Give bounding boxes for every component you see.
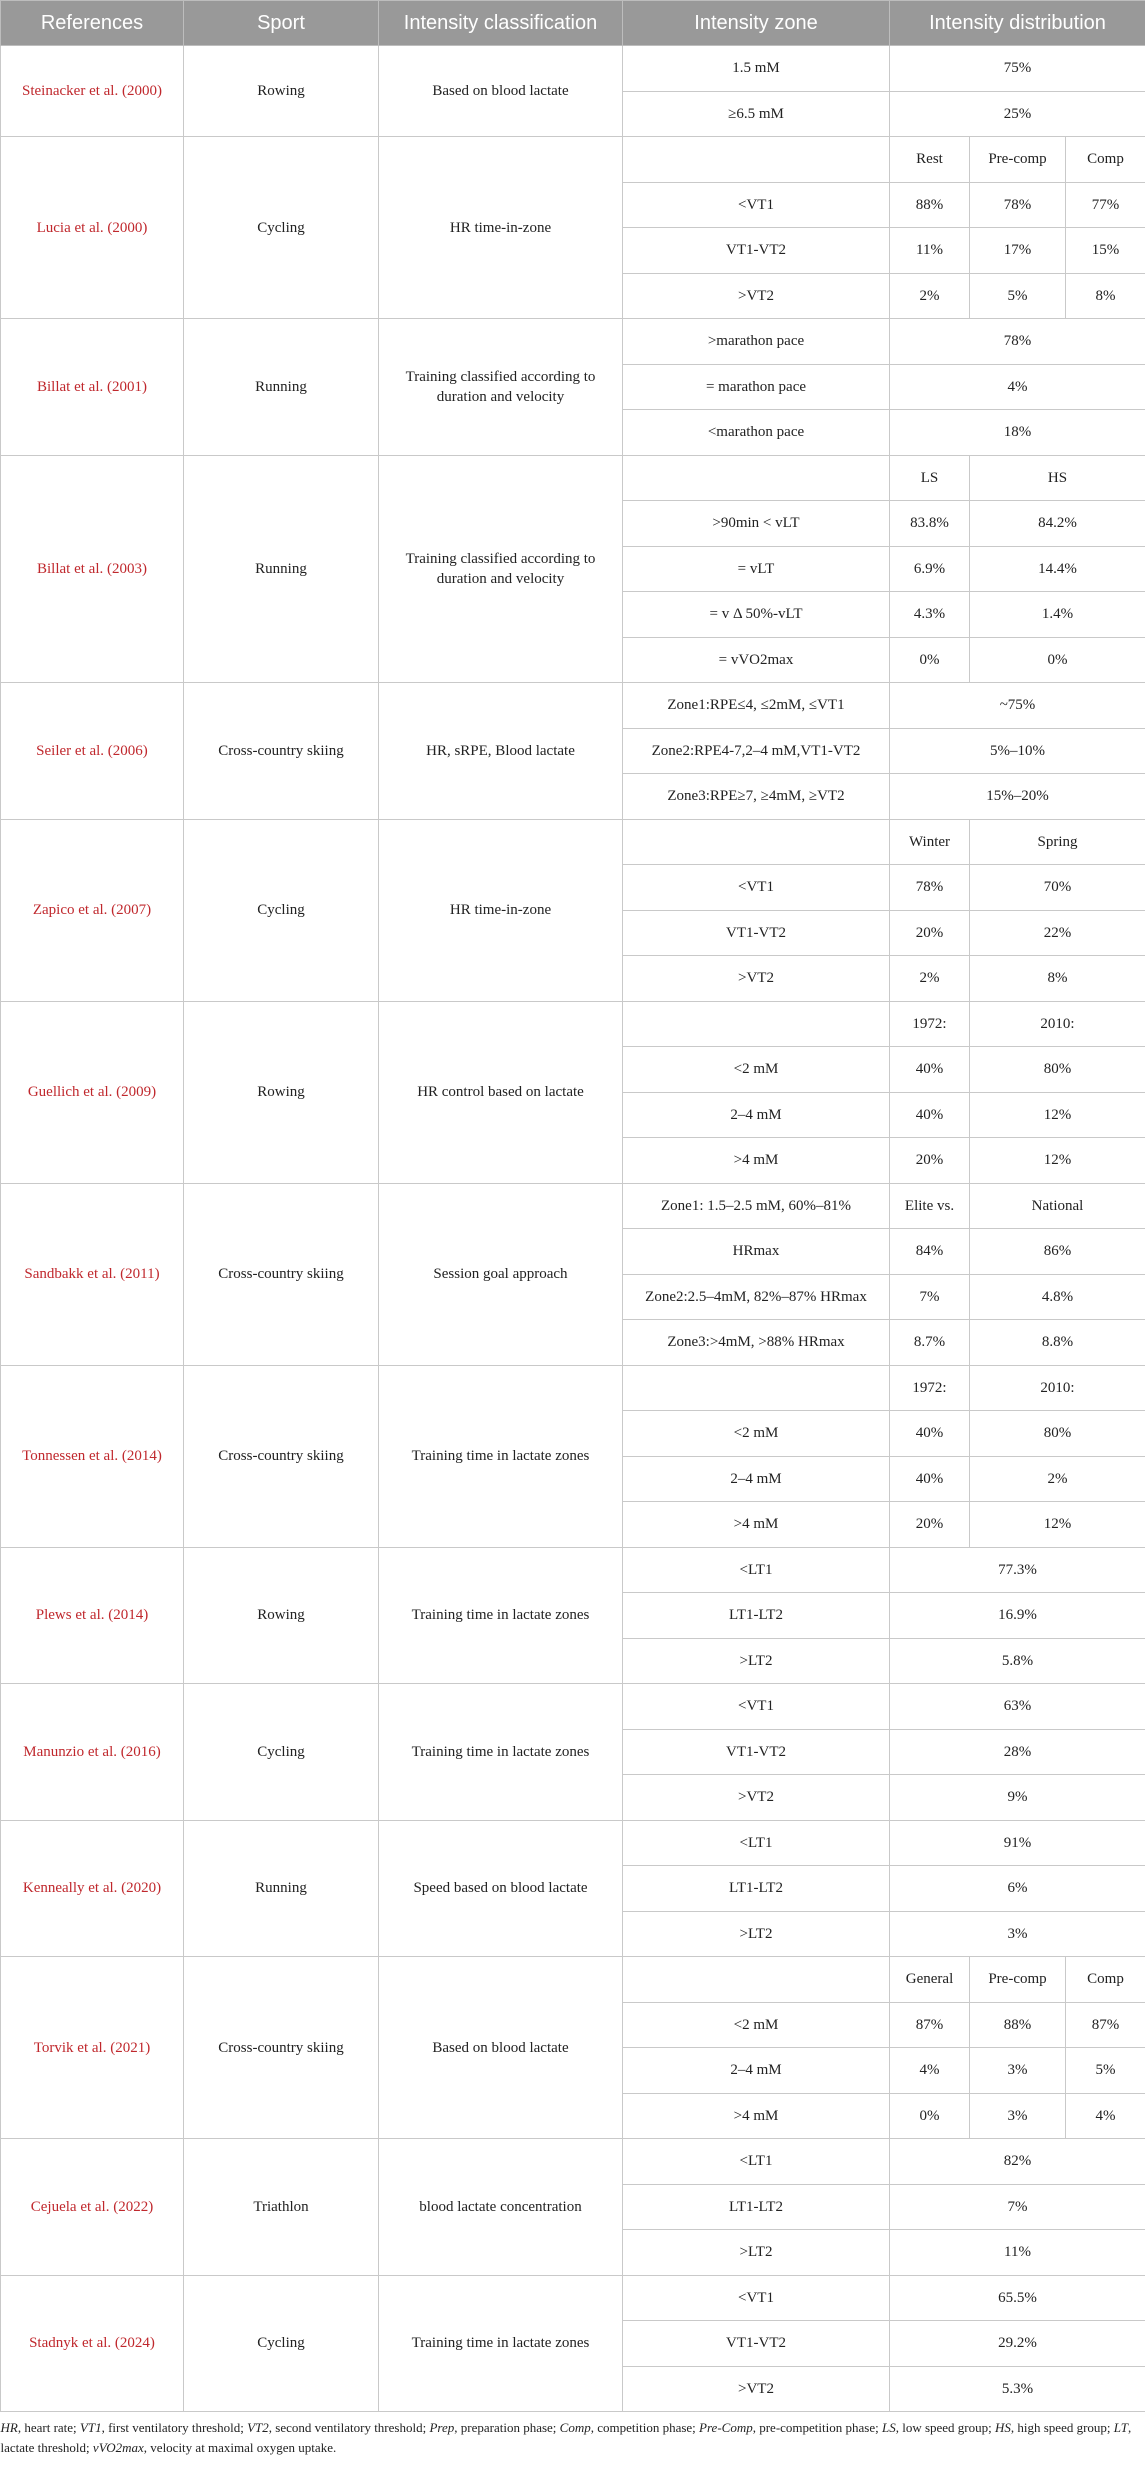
distribution-cell: 28% [890, 1729, 1145, 1775]
classification-cell: Session goal approach [379, 1183, 623, 1365]
footnote-definition: , heart rate; [17, 2420, 80, 2435]
table-row [1, 1820, 1145, 1866]
distribution-cell: 40% [890, 1047, 970, 1093]
distribution-cell: 20% [890, 1138, 970, 1184]
distribution-cell: 6% [890, 1866, 1145, 1912]
distribution-cell: 4% [890, 2048, 970, 2094]
header-intensity-zone: Intensity zone [623, 1, 890, 46]
distribution-cell: 78% [890, 865, 970, 911]
table-body [1, 46, 1145, 2412]
table-row [1, 319, 1145, 365]
distribution-cell: 6.9% [890, 546, 970, 592]
distribution-cell: 1.4% [970, 592, 1145, 638]
table-header [1, 1, 1145, 46]
distribution-cell: HS [970, 455, 1145, 501]
distribution-cell: Winter [890, 819, 970, 865]
distribution-cell: 0% [890, 2093, 970, 2139]
table-footer [1, 2412, 1145, 2459]
header-sport: Sport [184, 1, 379, 46]
zone-cell: <VT1 [623, 182, 890, 228]
distribution-cell: Comp [1066, 1957, 1145, 2003]
classification-cell: Training time in lactate zones [379, 2275, 623, 2412]
sport-cell: Cross-country skiing [184, 683, 379, 820]
reference-cell: Steinacker et al. (2000) [1, 46, 184, 137]
distribution-cell: Elite vs. [890, 1183, 970, 1229]
footnote-abbreviation: Comp [559, 2420, 591, 2435]
reference-cell: Billat et al. (2003) [1, 455, 184, 683]
classification-cell: Training classified according to duration and velocity [379, 455, 623, 683]
table-row [1, 1001, 1145, 1047]
distribution-cell: General [890, 1957, 970, 2003]
zone-cell: VT1-VT2 [623, 1729, 890, 1775]
classification-cell: Training classified according to duration and velocity [379, 319, 623, 456]
sport-cell: Rowing [184, 1547, 379, 1684]
table-row [1, 2275, 1145, 2321]
distribution-cell: 8% [1066, 273, 1145, 319]
zone-cell: >marathon pace [623, 319, 890, 365]
zone-cell [623, 137, 890, 183]
zone-cell: 2–4 mM [623, 1092, 890, 1138]
distribution-cell: 78% [890, 319, 1145, 365]
zone-cell: <LT1 [623, 2139, 890, 2185]
classification-cell: Speed based on blood lactate [379, 1820, 623, 1957]
distribution-cell: 14.4% [970, 546, 1145, 592]
reference-cell: Sandbakk et al. (2011) [1, 1183, 184, 1365]
footnote-definition: , low speed group; [895, 2420, 995, 2435]
distribution-cell: National [970, 1183, 1145, 1229]
distribution-cell: 18% [890, 410, 1145, 456]
zone-cell: LT1-LT2 [623, 1593, 890, 1639]
table-row [1, 2139, 1145, 2185]
distribution-cell: LS [890, 455, 970, 501]
classification-cell: HR time-in-zone [379, 819, 623, 1001]
distribution-cell: Comp [1066, 137, 1145, 183]
distribution-cell: 12% [970, 1138, 1145, 1184]
zone-cell: >4 mM [623, 1138, 890, 1184]
footnote-abbreviation: HR [0, 2420, 18, 2435]
zone-cell: LT1-LT2 [623, 2184, 890, 2230]
zone-cell: Zone2:2.5–4mM, 82%–87% HRmax [623, 1274, 890, 1320]
distribution-cell: 8.7% [890, 1320, 970, 1366]
footnote-abbreviation: LS [881, 2420, 896, 2435]
table-footnote [1, 2412, 1145, 2459]
sport-cell: Cross-country skiing [184, 1183, 379, 1365]
reference-cell: Billat et al. (2001) [1, 319, 184, 456]
table-row [1, 455, 1145, 501]
distribution-cell: 4.8% [970, 1274, 1145, 1320]
zone-cell [623, 1957, 890, 2003]
distribution-cell: 17% [970, 228, 1066, 274]
reference-cell: Stadnyk et al. (2024) [1, 2275, 184, 2412]
distribution-cell: 3% [970, 2093, 1066, 2139]
classification-cell: Training time in lactate zones [379, 1365, 623, 1547]
sport-cell: Cycling [184, 1684, 379, 1821]
table-row [1, 46, 1145, 92]
distribution-cell: 5.3% [890, 2366, 1145, 2412]
distribution-cell: 8.8% [970, 1320, 1145, 1366]
distribution-cell: 2% [890, 273, 970, 319]
distribution-cell: 88% [890, 182, 970, 228]
distribution-cell: 65.5% [890, 2275, 1145, 2321]
reference-cell: Guellich et al. (2009) [1, 1001, 184, 1183]
table-row [1, 1183, 1145, 1229]
distribution-cell: 25% [890, 91, 1145, 137]
zone-cell: <2 mM [623, 1411, 890, 1457]
distribution-cell: 5.8% [890, 1638, 1145, 1684]
zone-cell: = vLT [623, 546, 890, 592]
table-row [1, 683, 1145, 729]
distribution-cell: 7% [890, 1274, 970, 1320]
footnote-row [1, 2412, 1145, 2459]
sport-cell: Cycling [184, 137, 379, 319]
distribution-cell: 77.3% [890, 1547, 1145, 1593]
zone-cell: HRmax [623, 1229, 890, 1275]
table-row [1, 1957, 1145, 2003]
reference-cell: Torvik et al. (2021) [1, 1957, 184, 2139]
distribution-cell: 12% [970, 1092, 1145, 1138]
distribution-cell: 84% [890, 1229, 970, 1275]
footnote-abbreviation: HS [995, 2420, 1011, 2435]
reference-cell: Cejuela et al. (2022) [1, 2139, 184, 2276]
distribution-cell: 1972: [890, 1365, 970, 1411]
distribution-cell: 8% [970, 956, 1145, 1002]
distribution-cell: 11% [890, 228, 970, 274]
table-row [1, 1547, 1145, 1593]
distribution-cell: 75% [890, 46, 1145, 92]
sport-cell: Cycling [184, 819, 379, 1001]
distribution-cell: 2010: [970, 1001, 1145, 1047]
distribution-cell: 5%–10% [890, 728, 1145, 774]
distribution-cell: ~75% [890, 683, 1145, 729]
zone-cell: <VT1 [623, 865, 890, 911]
zone-cell: VT1-VT2 [623, 228, 890, 274]
footnote-definition: , velocity at maximal oxygen uptake. [143, 2440, 337, 2455]
footnote-definition: , lactate threshold; [0, 2420, 1132, 2455]
zone-cell: 2–4 mM [623, 2048, 890, 2094]
distribution-cell: 20% [890, 1502, 970, 1548]
zone-cell: <VT1 [623, 2275, 890, 2321]
zone-cell: Zone3:RPE≥7, ≥4mM, ≥VT2 [623, 774, 890, 820]
footnote-abbreviation: Prep [429, 2420, 455, 2435]
zone-cell: <2 mM [623, 1047, 890, 1093]
distribution-cell: 77% [1066, 182, 1145, 228]
distribution-cell: 2% [970, 1456, 1145, 1502]
distribution-cell: 22% [970, 910, 1145, 956]
zone-cell: Zone1: 1.5–2.5 mM, 60%–81% [623, 1183, 890, 1229]
distribution-cell: 4% [1066, 2093, 1145, 2139]
reference-cell: Plews et al. (2014) [1, 1547, 184, 1684]
zone-cell: Zone3:>4mM, >88% HRmax [623, 1320, 890, 1366]
zone-cell: ≥6.5 mM [623, 91, 890, 137]
distribution-cell: 2% [890, 956, 970, 1002]
sport-cell: Cross-country skiing [184, 1365, 379, 1547]
zone-cell: >LT2 [623, 1638, 890, 1684]
distribution-cell: Pre-comp [970, 1957, 1066, 2003]
distribution-cell: 40% [890, 1411, 970, 1457]
distribution-cell: 84.2% [970, 501, 1145, 547]
distribution-cell: 3% [890, 1911, 1145, 1957]
zone-cell: >4 mM [623, 1502, 890, 1548]
distribution-cell: 9% [890, 1775, 1145, 1821]
zone-cell: <2 mM [623, 2002, 890, 2048]
zone-cell: <VT1 [623, 1684, 890, 1730]
distribution-cell: 15%–20% [890, 774, 1145, 820]
distribution-cell: 7% [890, 2184, 1145, 2230]
distribution-cell: 29.2% [890, 2321, 1145, 2367]
table-row [1, 1684, 1145, 1730]
zone-cell [623, 819, 890, 865]
reference-cell: Manunzio et al. (2016) [1, 1684, 184, 1821]
table-row [1, 819, 1145, 865]
distribution-cell: 87% [1066, 2002, 1145, 2048]
reference-cell: Tonnessen et al. (2014) [1, 1365, 184, 1547]
footnote-definition: , high speed group; [1010, 2420, 1114, 2435]
zone-cell: VT1-VT2 [623, 910, 890, 956]
zone-cell [623, 1365, 890, 1411]
reference-cell: Lucia et al. (2000) [1, 137, 184, 319]
footnote-abbreviation: vVO2max [92, 2440, 144, 2455]
distribution-cell: 5% [1066, 2048, 1145, 2094]
sport-cell: Triathlon [184, 2139, 379, 2276]
footnote-abbreviation: LT [1113, 2420, 1128, 2435]
distribution-cell: 11% [890, 2230, 1145, 2276]
distribution-cell: 70% [970, 865, 1145, 911]
distribution-cell: 86% [970, 1229, 1145, 1275]
zone-cell: >LT2 [623, 1911, 890, 1957]
distribution-cell: 0% [890, 637, 970, 683]
classification-cell: Based on blood lactate [379, 46, 623, 137]
zone-cell: >VT2 [623, 2366, 890, 2412]
distribution-cell: Rest [890, 137, 970, 183]
reference-cell: Zapico et al. (2007) [1, 819, 184, 1001]
distribution-cell: 63% [890, 1684, 1145, 1730]
zone-cell: >VT2 [623, 273, 890, 319]
distribution-cell: 83.8% [890, 501, 970, 547]
sport-cell: Rowing [184, 1001, 379, 1183]
zone-cell [623, 1001, 890, 1047]
sport-cell: Rowing [184, 46, 379, 137]
distribution-cell: 16.9% [890, 1593, 1145, 1639]
zone-cell: Zone1:RPE≤4, ≤2mM, ≤VT1 [623, 683, 890, 729]
zone-cell: <marathon pace [623, 410, 890, 456]
footnote-abbreviation: VT2 [247, 2420, 269, 2435]
distribution-cell: 2010: [970, 1365, 1145, 1411]
distribution-cell: Pre-comp [970, 137, 1066, 183]
zone-cell: VT1-VT2 [623, 2321, 890, 2367]
distribution-cell: 4% [890, 364, 1145, 410]
footnote-definition: , second ventilatory threshold; [268, 2420, 430, 2435]
classification-cell: blood lactate concentration [379, 2139, 623, 2276]
zone-cell: LT1-LT2 [623, 1866, 890, 1912]
distribution-cell: 80% [970, 1411, 1145, 1457]
distribution-cell: 80% [970, 1047, 1145, 1093]
distribution-cell: Spring [970, 819, 1145, 865]
zone-cell: Zone2:RPE4-7,2–4 mM,VT1-VT2 [623, 728, 890, 774]
sport-cell: Running [184, 319, 379, 456]
distribution-cell: 78% [970, 182, 1066, 228]
zone-cell: >VT2 [623, 956, 890, 1002]
header-row [1, 1, 1145, 46]
distribution-cell: 40% [890, 1456, 970, 1502]
classification-cell: HR time-in-zone [379, 137, 623, 319]
footnote-definition: , first ventilatory threshold; [101, 2420, 248, 2435]
classification-cell: HR, sRPE, Blood lactate [379, 683, 623, 820]
distribution-cell: 4.3% [890, 592, 970, 638]
classification-cell: Training time in lactate zones [379, 1547, 623, 1684]
distribution-cell: 1972: [890, 1001, 970, 1047]
reference-cell: Kenneally et al. (2020) [1, 1820, 184, 1957]
zone-cell: <LT1 [623, 1547, 890, 1593]
header-intensity-distribution: Intensity distribution [890, 1, 1145, 46]
distribution-cell: 88% [970, 2002, 1066, 2048]
zone-cell: >VT2 [623, 1775, 890, 1821]
zone-cell [623, 455, 890, 501]
distribution-cell: 5% [970, 273, 1066, 319]
distribution-cell: 87% [890, 2002, 970, 2048]
sport-cell: Cross-country skiing [184, 1957, 379, 2139]
sport-cell: Running [184, 455, 379, 683]
zone-cell: <LT1 [623, 1820, 890, 1866]
classification-cell: Training time in lactate zones [379, 1684, 623, 1821]
distribution-cell: 3% [970, 2048, 1066, 2094]
zone-cell: 1.5 mM [623, 46, 890, 92]
zone-cell: = vVO2max [623, 637, 890, 683]
classification-cell: Based on blood lactate [379, 1957, 623, 2139]
distribution-cell: 40% [890, 1092, 970, 1138]
distribution-cell: 15% [1066, 228, 1145, 274]
header-intensity-classification: Intensity classification [379, 1, 623, 46]
zone-cell: = v Δ 50%-vLT [623, 592, 890, 638]
footnote-definition: , preparation phase; [454, 2420, 560, 2435]
distribution-cell: 0% [970, 637, 1145, 683]
distribution-cell: 91% [890, 1820, 1145, 1866]
header-references: References [1, 1, 184, 46]
zone-cell: >4 mM [623, 2093, 890, 2139]
footnote-definition: , competition phase; [590, 2420, 700, 2435]
footnote-abbreviation: Pre-Comp [699, 2420, 753, 2435]
zone-cell: 2–4 mM [623, 1456, 890, 1502]
sport-cell: Running [184, 1820, 379, 1957]
distribution-cell: 82% [890, 2139, 1145, 2185]
footnote-definition: , pre-competition phase; [752, 2420, 882, 2435]
zone-cell: >LT2 [623, 2230, 890, 2276]
table-row [1, 1365, 1145, 1411]
zone-cell: = marathon pace [623, 364, 890, 410]
reference-cell: Seiler et al. (2006) [1, 683, 184, 820]
zone-cell: >90min < vLT [623, 501, 890, 547]
footnote-abbreviation: VT1 [79, 2420, 102, 2435]
classification-cell: HR control based on lactate [379, 1001, 623, 1183]
table-row [1, 137, 1145, 183]
distribution-cell: 20% [890, 910, 970, 956]
sport-cell: Cycling [184, 2275, 379, 2412]
distribution-cell: 12% [970, 1502, 1145, 1548]
